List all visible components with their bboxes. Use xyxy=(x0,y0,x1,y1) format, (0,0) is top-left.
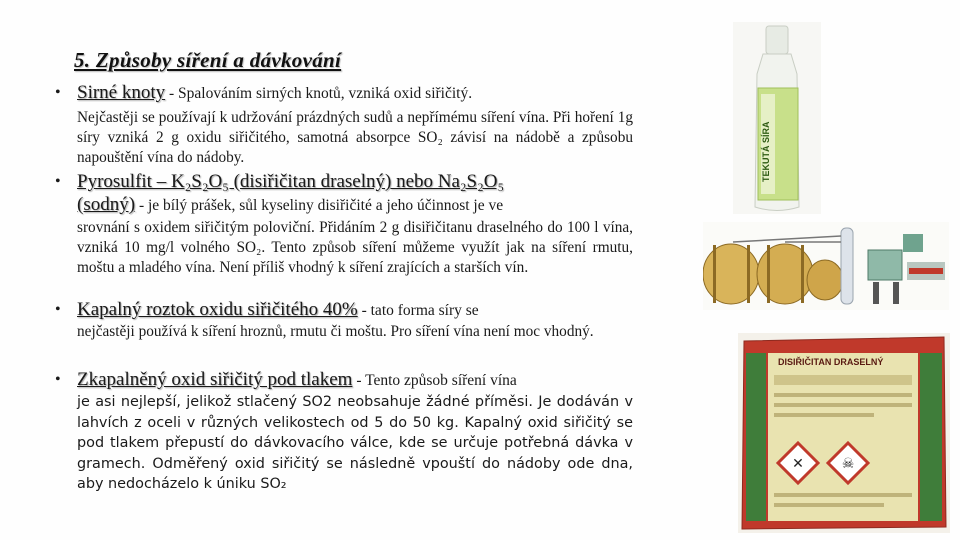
bag-label: DISIŘIČITAN DRASELNÝ xyxy=(778,357,884,367)
item-body: srovnání s oxidem siřičitým poloviční. Přidáním 2 g disiřičitanu draselného do 100 l vína, vzniká 10 mg/l volného SO₂. Tento způsob síření můžeme využít jak na síření rmutu, moštu a mladého vína. Není příliš vhodný k síření zrajících a starších vín. xyxy=(77,219,633,276)
bag-image xyxy=(738,333,950,533)
item-heading-line2 xyxy=(77,195,633,216)
item-term-cont: (sodný) xyxy=(77,194,136,215)
item-term: Zkapalněný oxid siřičitý pod tlakem xyxy=(77,369,353,390)
item-heading-text: - Spalováním sirných knotů, vzniká oxid siřičitý. xyxy=(165,85,473,102)
item-heading-text: - Tento způsob síření vína xyxy=(352,372,517,389)
item-heading xyxy=(77,172,633,193)
item-term: Sirné knoty xyxy=(77,82,166,103)
bullet: • xyxy=(55,371,61,388)
svg-text:✕: ✕ xyxy=(792,456,804,472)
bottle-label: TEKUTÁ SÍRA xyxy=(761,121,771,182)
item-heading xyxy=(77,300,633,321)
item-heading-text: - je bílý prášek, sůl kyseliny disiřičité a jeho účinnost je ve xyxy=(135,197,504,214)
item-body: Nejčastěji se používají k udržování prázdných sudů a nepřímému síření vína. Při hoření 1g síry vzniká 2 g oxidu siřičitého, samotná absorpce SO₂ závisí na nádobě a způsobu napouštění vína do nádoby. xyxy=(77,109,633,166)
item-heading xyxy=(77,83,633,104)
item-body: je asi nejlepší, jelikož stlačený SO2 neobsahuje žádné příměsi. Je dodáván v lahvích z oceli v různých velikostech od 5 do 50 kg. Kapalný oxid siřičitý se pod tlakem přepustí do dávkovacího válce, kde se určuje potřebná dávka v gramech. Odměřený oxid siřičitý se následně vpouští do nádoby ode dna, aby nedocházelo k úniku SO₂ xyxy=(77,394,633,492)
bullet: • xyxy=(55,84,61,101)
bottle-image xyxy=(733,22,821,214)
item-term: Pyrosulfit – K₂S₂O₅ (disiřičitan draselný) nebo Na₂S₂O₅ xyxy=(77,171,505,192)
bullet: • xyxy=(55,301,61,318)
item-heading-text: - tato forma síry se xyxy=(357,302,479,319)
item-term: Kapalný roztok oxidu siřičitého 40% xyxy=(77,299,358,320)
item-body: nejčastěji používá k síření hroznů, rmutu či moštu. Pro síření vína není moc vhodný. xyxy=(77,323,594,340)
barrels-image xyxy=(703,222,949,310)
slide-title: 5. Způsoby síření a dávkování xyxy=(74,48,342,72)
item-heading xyxy=(77,370,633,391)
bullet: • xyxy=(55,173,61,190)
svg-text:☠: ☠ xyxy=(841,456,855,472)
